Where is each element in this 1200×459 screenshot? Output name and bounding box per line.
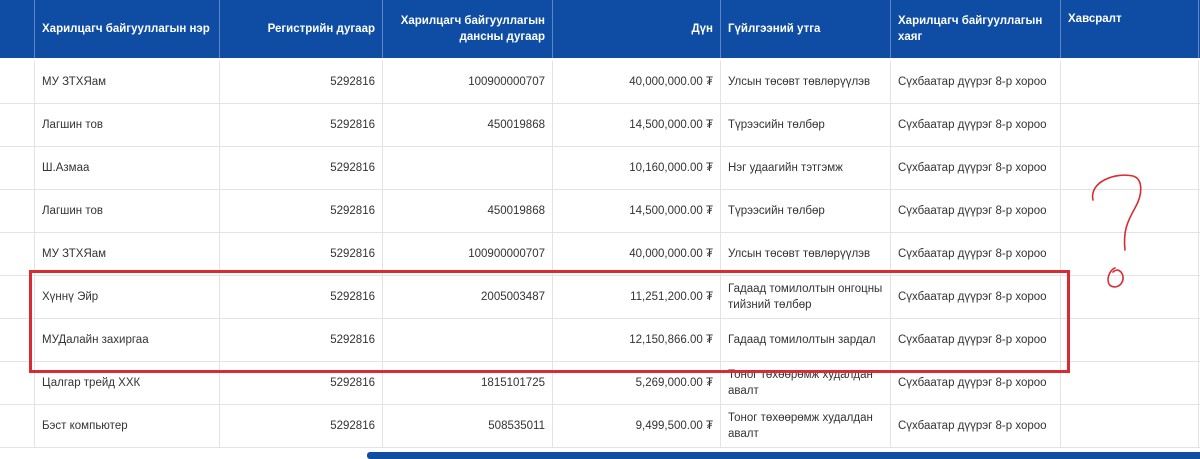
partner-name-cell: Цалгар трейд ХХК: [35, 362, 220, 405]
partner-name-cell: Лагшин тов: [35, 104, 220, 147]
attachment-cell[interactable]: [1061, 61, 1199, 104]
partner-name-cell: МУДалайн захиргаа: [35, 319, 220, 362]
address-cell: Сүхбаатар дүүрэг 8-р хороо: [891, 362, 1061, 405]
account-cell: 450019868: [383, 190, 553, 233]
address-cell: Сүхбаатар дүүрэг 8-р хороо: [891, 190, 1061, 233]
account-cell: 1815101725: [383, 362, 553, 405]
header-partner-name[interactable]: Харилцагч байгууллагын нэр: [35, 0, 220, 58]
purpose-cell: Түрээсийн төлбөр: [721, 190, 891, 233]
registration-cell: 5292816: [220, 319, 383, 362]
amount-cell: 5,269,000.00 ₮: [553, 362, 721, 405]
row-index-cell: [0, 147, 35, 190]
header-attachment[interactable]: Хавсралт: [1061, 0, 1199, 58]
registration-cell: 5292816: [220, 104, 383, 147]
header-purpose[interactable]: Гүйлгээний утга: [721, 0, 891, 58]
registration-cell: 5292816: [220, 190, 383, 233]
purpose-cell: Улсын төсөвт төвлөрүүлэв: [721, 233, 891, 276]
row-index-cell: [0, 405, 35, 448]
row-index-cell: [0, 276, 35, 319]
purpose-cell: Түрээсийн төлбөр: [721, 104, 891, 147]
address-cell: Сүхбаатар дүүрэг 8-р хороо: [891, 276, 1061, 319]
registration-cell: 5292816: [220, 147, 383, 190]
partner-name-cell: МУ ЗТХЯам: [35, 61, 220, 104]
address-cell: Сүхбаатар дүүрэг 8-р хороо: [891, 104, 1061, 147]
registration-cell: 5292816: [220, 405, 383, 448]
amount-cell: 12,150,866.00 ₮: [553, 319, 721, 362]
amount-cell: 40,000,000.00 ₮: [553, 61, 721, 104]
account-cell: 100900000707: [383, 233, 553, 276]
header-address[interactable]: Харилцагч байгууллагын хаяг: [891, 0, 1061, 58]
attachment-cell[interactable]: [1061, 190, 1199, 233]
partner-name-cell: Ш.Азмаа: [35, 147, 220, 190]
amount-cell: 14,500,000.00 ₮: [553, 104, 721, 147]
row-index-cell: [0, 190, 35, 233]
row-index-cell: [0, 233, 35, 276]
registration-cell: 5292816: [220, 362, 383, 405]
purpose-cell: Улсын төсөвт төвлөрүүлэв: [721, 61, 891, 104]
amount-cell: 11,251,200.00 ₮: [553, 276, 721, 319]
account-cell: 508535011: [383, 405, 553, 448]
attachment-cell[interactable]: [1061, 362, 1199, 405]
account-cell: 450019868: [383, 104, 553, 147]
amount-cell: 9,499,500.00 ₮: [553, 405, 721, 448]
address-cell: Сүхбаатар дүүрэг 8-р хороо: [891, 147, 1061, 190]
address-cell: Сүхбаатар дүүрэг 8-р хороо: [891, 61, 1061, 104]
partner-name-cell: Лагшин тов: [35, 190, 220, 233]
registration-cell: 5292816: [220, 276, 383, 319]
row-index-cell: [0, 319, 35, 362]
account-cell: 100900000707: [383, 61, 553, 104]
account-cell: [383, 319, 553, 362]
partner-name-cell: МУ ЗТХЯам: [35, 233, 220, 276]
address-cell: Сүхбаатар дүүрэг 8-р хороо: [891, 233, 1061, 276]
attachment-cell[interactable]: [1061, 147, 1199, 190]
amount-cell: 14,500,000.00 ₮: [553, 190, 721, 233]
partner-name-cell: Бэст компьютер: [35, 405, 220, 448]
horizontal-scrollbar-thumb[interactable]: [367, 452, 1200, 459]
registration-cell: 5292816: [220, 233, 383, 276]
account-cell: 2005003487: [383, 276, 553, 319]
row-index-cell: [0, 362, 35, 405]
account-cell: [383, 147, 553, 190]
attachment-cell[interactable]: [1061, 233, 1199, 276]
address-cell: Сүхбаатар дүүрэг 8-р хороо: [891, 405, 1061, 448]
header-index: [0, 0, 35, 58]
row-index-cell: [0, 61, 35, 104]
purpose-cell: Гадаад томилолтын зардал: [721, 319, 891, 362]
header-account-number[interactable]: Харилцагч байгууллагын дансны дугаар: [383, 0, 553, 58]
purpose-cell: Нэг удаагийн тэтгэмж: [721, 147, 891, 190]
attachment-cell[interactable]: [1061, 104, 1199, 147]
purpose-cell: Тоног төхөөрөмж худалдан авалт: [721, 405, 891, 448]
header-registration-number[interactable]: Регистрийн дугаар: [220, 0, 383, 58]
purpose-cell: Гадаад томилолтын онгоцны тийзний төлбөр: [721, 276, 891, 319]
header-amount[interactable]: Дүн: [553, 0, 721, 58]
address-cell: Сүхбаатар дүүрэг 8-р хороо: [891, 319, 1061, 362]
partner-name-cell: Хүннү Эйр: [35, 276, 220, 319]
amount-cell: 10,160,000.00 ₮: [553, 147, 721, 190]
amount-cell: 40,000,000.00 ₮: [553, 233, 721, 276]
registration-cell: 5292816: [220, 61, 383, 104]
purpose-cell: Тоног төхөөрөмж худалдан авалт: [721, 362, 891, 405]
attachment-cell[interactable]: [1061, 276, 1199, 319]
attachment-cell[interactable]: [1061, 319, 1199, 362]
row-index-cell: [0, 104, 35, 147]
attachment-cell[interactable]: [1061, 405, 1199, 448]
